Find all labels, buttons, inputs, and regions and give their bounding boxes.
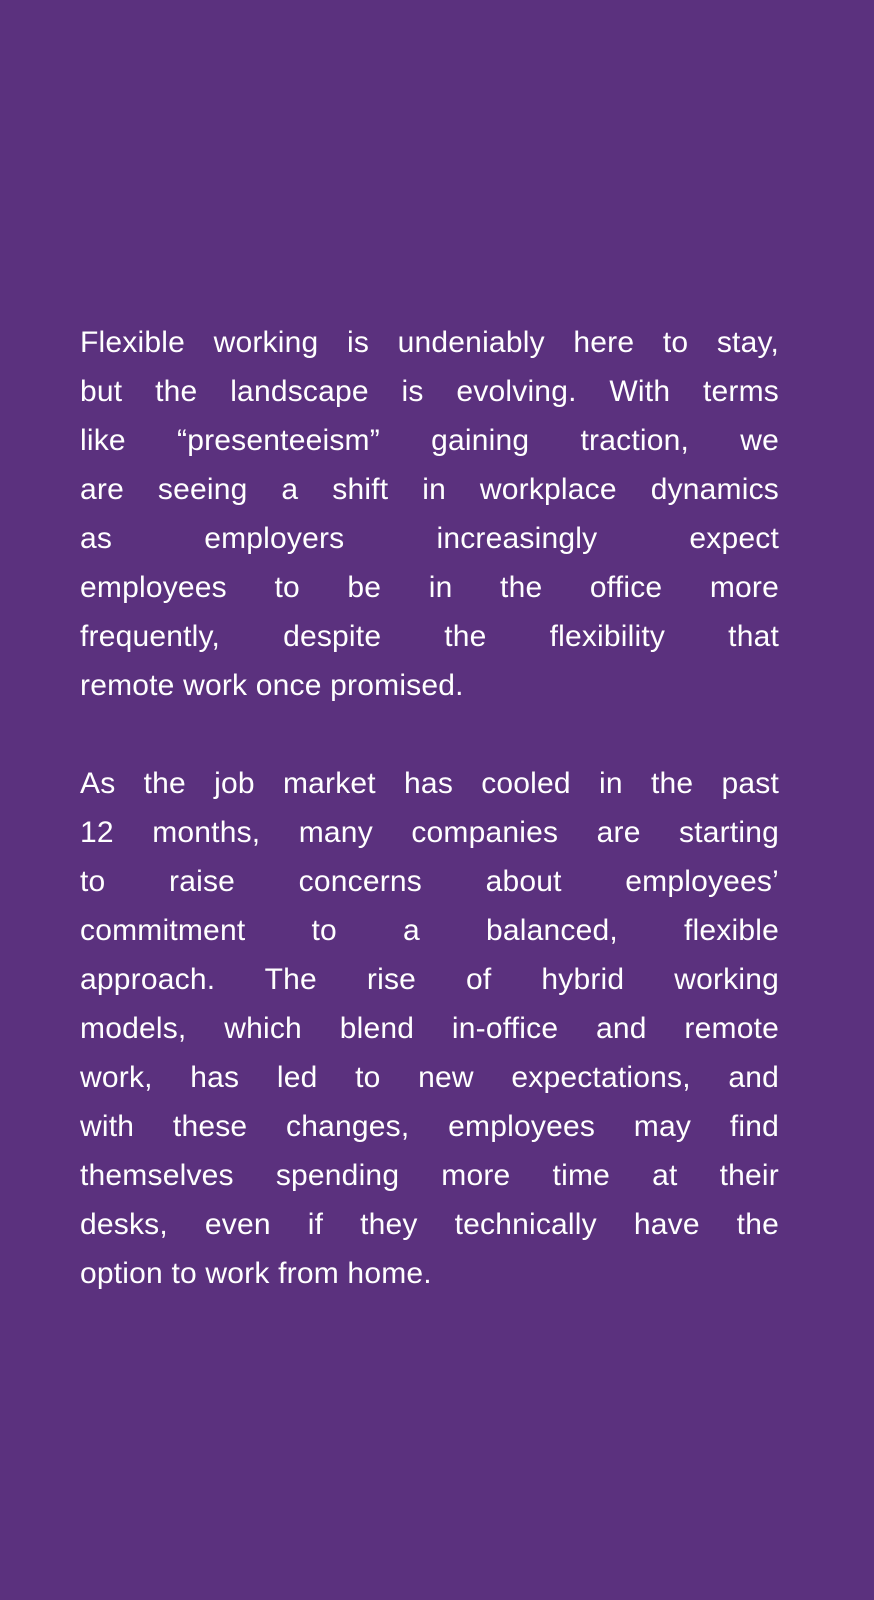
text-line: like “presenteeism” gaining traction, we — [80, 424, 779, 457]
text-line: As the job market has cooled in the past — [80, 767, 779, 800]
text-line: with these changes, employees may find — [80, 1110, 779, 1143]
text-line: as employers increasingly expect — [80, 522, 779, 555]
text-line: frequently, despite the flexibility that — [80, 620, 779, 653]
text-line: remote work once promised. — [80, 669, 464, 702]
text-line: Flexible working is undeniably here to stay, — [80, 326, 779, 359]
text-line: approach. The rise of hybrid working — [80, 963, 779, 996]
text-line: to raise concerns about employees’ — [80, 865, 779, 898]
paragraph — [80, 318, 779, 710]
text-line: employees to be in the office more — [80, 571, 779, 604]
paragraph — [80, 759, 779, 1298]
text-line: 12 months, many companies are starting — [80, 816, 779, 849]
text-line: but the landscape is evolving. With terms — [80, 375, 779, 408]
text-line: option to work from home. — [80, 1257, 432, 1290]
text-line: themselves spending more time at their — [80, 1159, 779, 1192]
text-line: are seeing a shift in workplace dynamics — [80, 473, 779, 506]
text-line: models, which blend in-office and remote — [80, 1012, 779, 1045]
text-line: commitment to a balanced, flexible — [80, 914, 779, 947]
text-line: desks, even if they technically have the — [80, 1208, 779, 1241]
article-body — [80, 318, 779, 1347]
text-line: work, has led to new expectations, and — [80, 1061, 779, 1094]
